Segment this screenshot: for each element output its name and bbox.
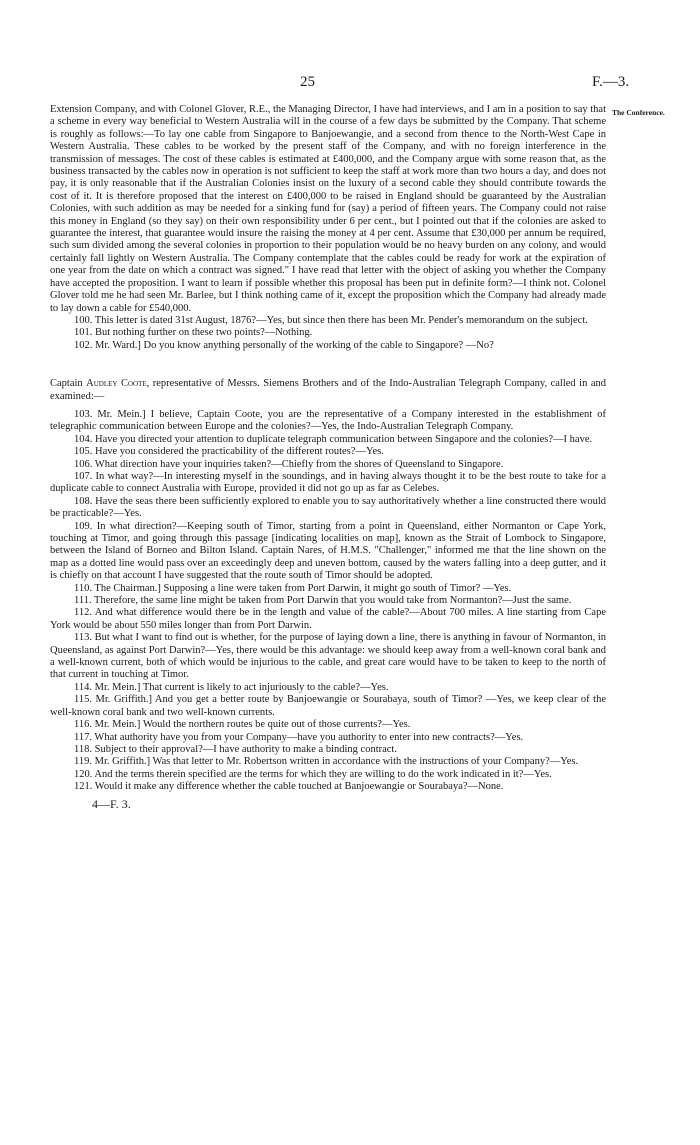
question: 108. Have the seas there been sufficiently explored to enable you to say authoritatively whether a line constructed there would be practicable?—Yes. — [50, 495, 606, 520]
margin-note: The Conference. — [612, 108, 665, 117]
witness-prefix: Captain — [50, 378, 83, 390]
question: 110. The Chairman.] Supposing a line were taken from Port Darwin, it might go south of Timor? —Yes. — [74, 582, 512, 594]
witness-introduction — [50, 378, 606, 403]
witness-name: Audley Coote — [86, 378, 147, 390]
question: 106. What direction have your inquiries taken?—Chiefly from the shores of Queensland to Singapore. — [74, 458, 504, 470]
paragraph: 102. Mr. Ward.] Do you know anything personally of the working of the cable to Singapore? —No? — [74, 339, 494, 351]
section-gap — [50, 352, 606, 378]
question: 118. Subject to their approval?—I have authority to make a binding contract. — [74, 743, 397, 755]
question: 120. And the terms therein specified are the terms for which they are willing to do the work indicated in it?—Yes. — [74, 768, 552, 780]
question: 119. Mr. Griffith.] Was that letter to Mr. Robertson written in accordance with the instructions of your Company?—Yes. — [74, 756, 579, 768]
signature-mark: 4—F. 3. — [92, 796, 131, 811]
question: 104. Have you directed your attention to duplicate telegraph communication between Singapore and the colonies?—I have. — [74, 433, 593, 445]
question: 121. Would it make any difference whether the cable touched at Banjoewangie or Sourabaya?—None. — [74, 781, 504, 793]
document-body — [50, 104, 606, 810]
page-number: 25 — [300, 74, 315, 90]
question: 103. Mr. Mein.] I believe, Captain Coote, you are the representative of a Company interested in the establishment of telegraphic communication between Europe and the colonies?—Yes, the Indo-Australian Telegraph Company. — [50, 408, 606, 433]
question: 114. Mr. Mein.] That current is likely to act injuriously to the cable?—Yes. — [74, 681, 389, 693]
question: 116. Mr. Mein.] Would the northern routes be quite out of those currents?—Yes. — [74, 719, 411, 731]
question: 111. Therefore, the same line might be taken from Port Darwin that you would take from Normanton?—Just the same. — [74, 595, 572, 607]
question: 117. What authority have you from your Company—have you authority to enter into new contracts?—Yes. — [74, 731, 524, 743]
question: 112. And what difference would there be in the length and value of the cable?—About 700 miles. A line starting from Cape York would be about 550 miles longer than from Port Darwin. — [50, 607, 606, 631]
question: 105. Have you considered the practicability of the different routes?—Yes. — [74, 446, 384, 458]
question: 113. But what I want to find out is whether, for the purpose of laying down a line, there is anything in favour of Normanton, in Queensland, as against Port Darwin?—Yes, there would be this advantage: we should keep away from a well-known coral bank and a well-known current, both of which would be injurious to the cable, and great care would have to be taken to keep to the north of that current in touching at Timor. — [50, 632, 606, 681]
page-reference: F.—3. — [592, 74, 630, 90]
question: 115. Mr. Griffith.] And you get a better route by Banjoewangie or Sourabaya, south of Timor? —Yes, we keep clear of the well-known coral bank and two well-known currents. — [50, 694, 606, 718]
paragraph: Extension Company, and with Colonel Glover, R.E., the Managing Director, I have had interviews, and I am in a position to say that a scheme in every way beneficial to Western Australia will in the course of a few days be submitted by the Company. That scheme is roughly as follows:—To lay one cable from Singapore to Banjoewangie, and a second from thence to the North-West Cape in Western Australia. These cables to be worked by the present staff of the Company, and with no foreign interference in the transmission of messages. The cost of these cables is estimated at £400,000, and the Company argue with some reason that, as the business transacted by the cables now in operation is not sufficient to keep the staff at work more than two hours a day, and does not pay, it is only reasonable that if the Australian Colonies insist on the luxury of a second cable they should contribute towards the cost of it. It is therefore proposed that the interest on £400,000 to be raised in England should be guaranteed by the Australian Colonies, with such addition as may be needed for a sinking fund for (say) a period of fifteen years. The Company could not raise this money in England (so they say) on their own responsibility under 6 per cent., but I pointed out that if the colonies are asked to guarantee the interest, that guarantee would insure the raising the money at 4 per cent. Assume that £30,000 per annum be required, such sum divided among the several colonies in proportion to their population would be no heavy burden on any colony, and would certainly fall lightly on Western Australia. The Company contemplate that the cables could be ready for work at the expiration of one year from the date on which a contract was signed." I have read that letter with the object of asking you whether the Company have accepted the proposition. I want to learn if possible whether this proposal has been put in definite form?—I think not. Colonel Glover told me he had seen Mr. Barlee, but I think nothing came of it, except the proposition which the Company had already made to lay down a cable for £540,000. — [50, 104, 606, 314]
question: 107. In what way?—In interesting myself in the soundings, and in having always thought it to be the best route to take for a duplicate cable to connect Australia with Europe, provided it did not go up as far as Celebes. — [50, 470, 606, 495]
question: 109. In what direction?—Keeping south of Timor, starting from a point in Queensland, either Normanton or Cape York, touching at Timor, and going through this passage [indicating localities on map], known as the Strait of Lombock to Singapore, between the Island of Borneo and Bilton Island. Captain Nares, of H.M.S. "Challenger," informed me that the line shown on the map as a dotted line would pass over an exceedingly deep and uneven bottom, caused by the waters falling into a deep gutter, and it is chiefly on that account I have suggested that the route south of Timor should be adopted. — [50, 520, 606, 582]
paragraph: 101. But nothing further on these two points?—Nothing. — [74, 327, 313, 339]
witness-description: , representative of Messrs. Siemens Brothers and of the Indo-Australian Telegraph Company, called in and examined:— — [50, 378, 606, 402]
paragraph: 100. This letter is dated 31st August, 1876?—Yes, but since then there has been Mr. Pender's memorandum on the subject. — [74, 314, 588, 326]
